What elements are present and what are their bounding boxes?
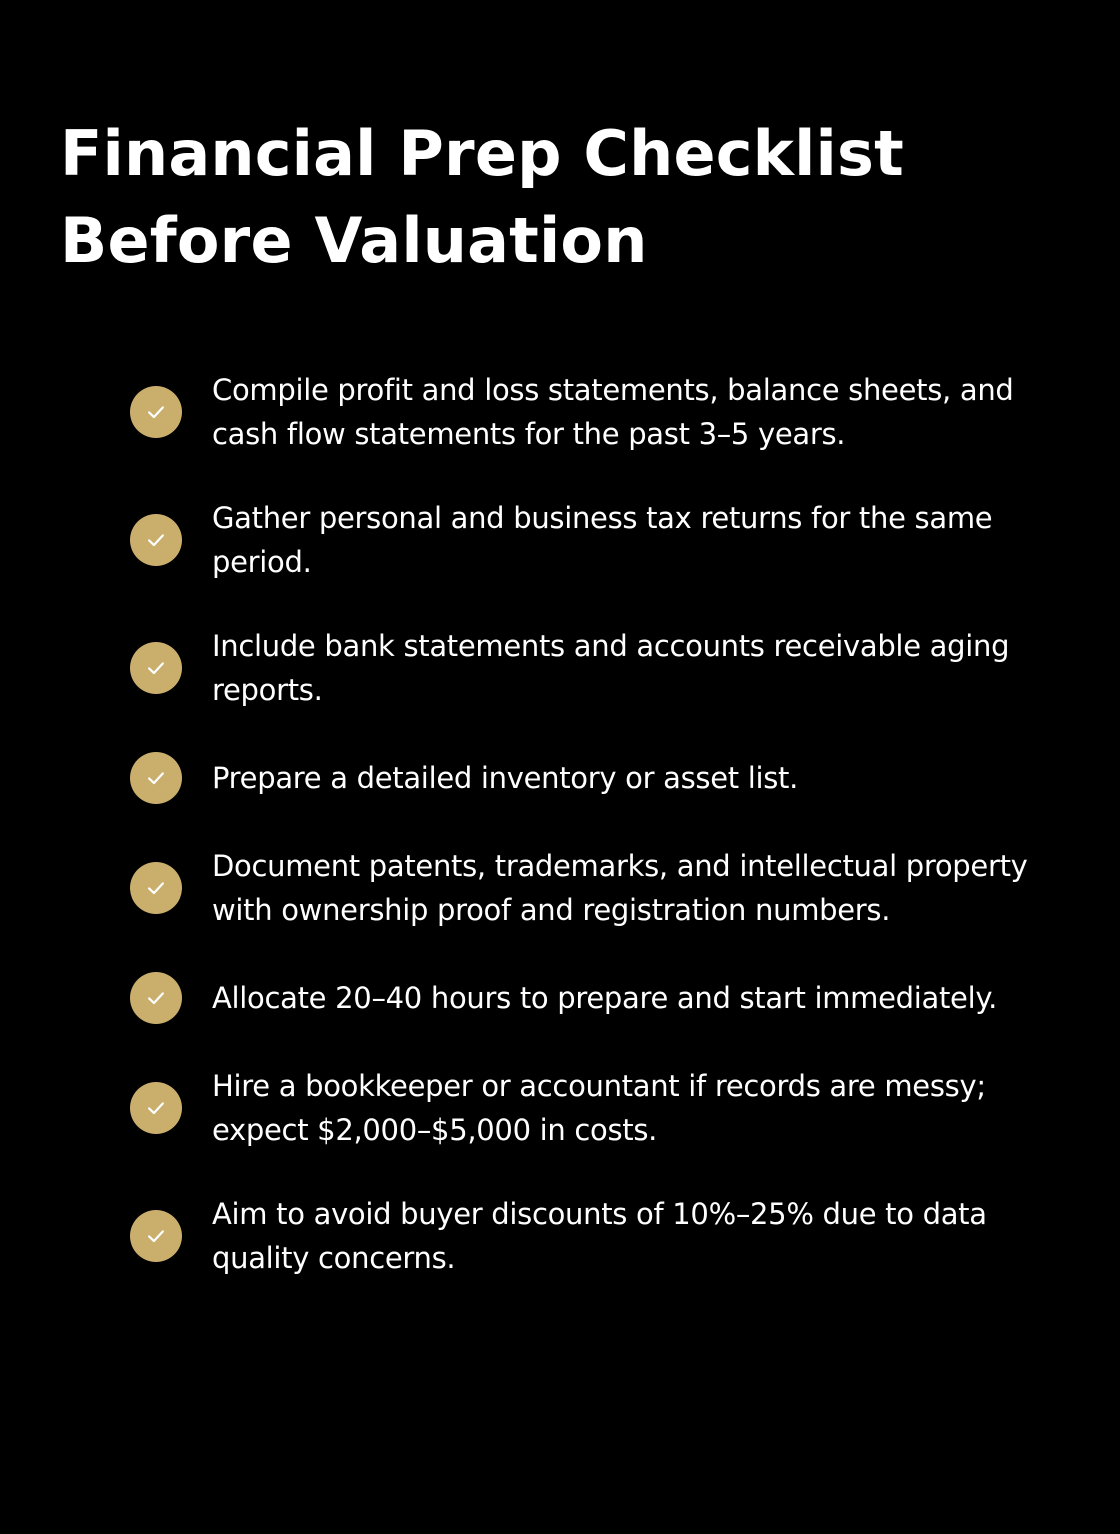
checklist-item-text: Compile profit and loss statements, balance sheets, and cash flow statements for the past 3–5 years. (212, 373, 1014, 451)
checklist-item (130, 496, 1060, 584)
checklist-item-text: Prepare a detailed inventory or asset list. (212, 761, 799, 795)
check-icon (130, 1210, 182, 1262)
checklist-item (130, 844, 1060, 932)
check-icon (130, 514, 182, 566)
check-icon (130, 386, 182, 438)
page-title: Financial Prep Checklist Before Valuation (60, 117, 904, 277)
check-icon (130, 752, 182, 804)
checklist-item-text: Document patents, trademarks, and intellectual property with ownership proof and registration numbers. (212, 849, 1028, 927)
checklist-item-text: Allocate 20–40 hours to prepare and start immediately. (212, 981, 997, 1015)
checklist-item-text: Aim to avoid buyer discounts of 10%–25% due to data quality concerns. (212, 1197, 987, 1275)
checklist-item (130, 1064, 1060, 1152)
checklist-item-text: Include bank statements and accounts receivable aging reports. (212, 629, 1010, 707)
check-icon (130, 642, 182, 694)
checklist-item (130, 624, 1060, 712)
checklist-item (130, 368, 1060, 456)
checklist-item (130, 1192, 1060, 1280)
checklist-item-text: Gather personal and business tax returns for the same period. (212, 501, 993, 579)
checklist (130, 368, 1060, 1320)
check-icon (130, 1082, 182, 1134)
checklist-item (130, 972, 1060, 1024)
checklist-item-text: Hire a bookkeeper or accountant if records are messy; expect $2,000–$5,000 in costs. (212, 1069, 986, 1147)
check-icon (130, 862, 182, 914)
check-icon (130, 972, 182, 1024)
checklist-item (130, 752, 1060, 804)
